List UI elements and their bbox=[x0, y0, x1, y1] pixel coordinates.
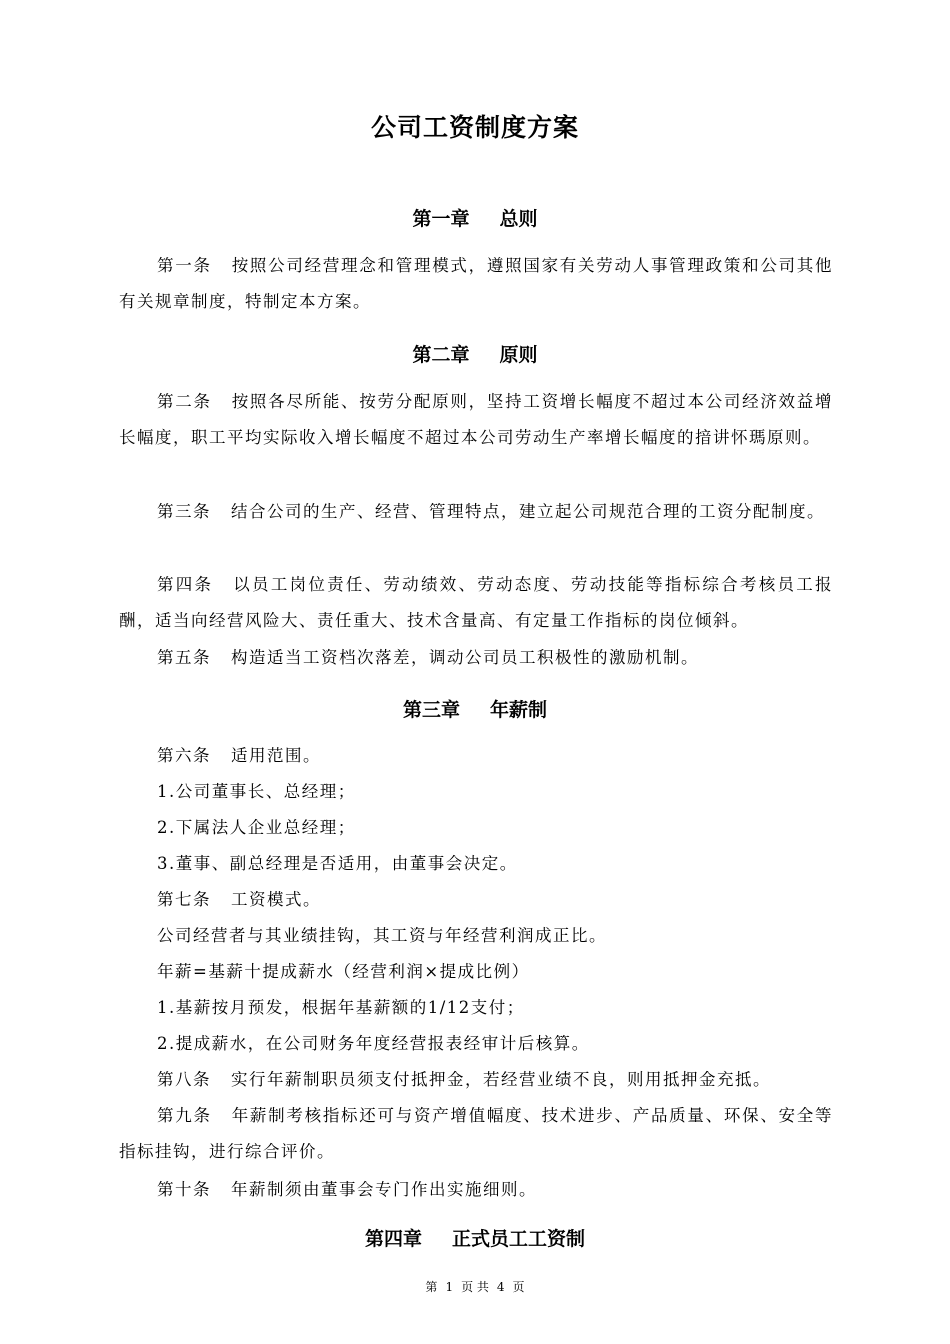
article-text: 年薪制考核指标还可与资产增值幅度、技术进步、产品质量、环保、安全等指标挂钩，进行综合评价。 bbox=[119, 1106, 834, 1161]
list-item: 1.公司董事长、总经理； bbox=[157, 782, 356, 801]
chapter-name: 原则 bbox=[499, 344, 538, 366]
chapter-heading bbox=[0, 340, 950, 367]
article-label: 第二条 bbox=[157, 392, 212, 411]
document-title: 公司工资制度方案 bbox=[370, 113, 579, 142]
chapter-heading bbox=[0, 695, 950, 722]
article-text: 按照各尽所能、按劳分配原则，坚持工资增长幅度不超过本公司经济效益增长幅度，职工平均实际收入增长幅度不超过本公司劳动生产率增长幅度的揞讲怀瑪原则。 bbox=[119, 392, 834, 447]
list-item: 公司经营者与其业绩挂钩，其工资与年经营利润成正比。 bbox=[157, 926, 607, 945]
article-text: 适用范围。 bbox=[231, 746, 321, 765]
article-paragraph bbox=[119, 384, 833, 456]
article-label: 第五条 bbox=[157, 648, 211, 667]
article-text: 构造适当工资档次落差，调动公司员工积极性的激励机制。 bbox=[231, 648, 699, 667]
article-label: 第八条 bbox=[157, 1070, 211, 1089]
footer-prefix: 第 bbox=[425, 1280, 438, 1294]
article-text: 按照公司经营理念和管理模式，遵照国家有关劳动人事管理政策和公司其他有关规章制度，特制定本方案。 bbox=[119, 256, 834, 311]
article-label: 第九条 bbox=[157, 1106, 212, 1125]
chapter-heading bbox=[0, 204, 950, 231]
formula-line: 年薪=基薪十提成薪水（经营利润×提成比例） bbox=[157, 962, 530, 981]
article-text: 以员工岗位责任、劳动绩效、劳动态度、劳动技能等指标综合考核员工报酬，适当向经营风险大、责任重大、技术含量高、有定量工作指标的岗位倾斜。 bbox=[119, 575, 834, 630]
article-label: 第四条 bbox=[157, 575, 214, 594]
article-line bbox=[157, 1172, 537, 1208]
article-text: 结合公司的生产、经营、管理特点，建立起公司规范合理的工资分配制度。 bbox=[231, 502, 825, 521]
chapter-number: 第一章 bbox=[412, 208, 470, 230]
list-item: 2.提成薪水，在公司财务年度经营报表经审计后核算。 bbox=[157, 1034, 590, 1053]
article-paragraph bbox=[119, 1098, 833, 1170]
chapter-name: 正式员工工资制 bbox=[452, 1228, 586, 1250]
article-label: 第十条 bbox=[157, 1180, 211, 1199]
page-footer bbox=[0, 1278, 950, 1295]
article-paragraph bbox=[119, 248, 833, 320]
article-label: 第一条 bbox=[157, 256, 212, 275]
footer-page-number: 1 bbox=[445, 1280, 454, 1294]
chapter-number: 第二章 bbox=[412, 344, 470, 366]
article-paragraph bbox=[119, 567, 833, 639]
article-label: 第六条 bbox=[157, 746, 211, 765]
footer-middle: 页 共 bbox=[461, 1280, 489, 1294]
article-text: 实行年薪制职员须支付抵押金，若经营业绩不良，则用抵押金充抵。 bbox=[231, 1070, 771, 1089]
chapter-name: 年薪制 bbox=[490, 699, 548, 721]
article-text: 工资模式。 bbox=[231, 890, 321, 909]
article-label: 第七条 bbox=[157, 890, 211, 909]
article-paragraph bbox=[119, 640, 833, 676]
article-paragraph bbox=[119, 494, 833, 530]
article-line bbox=[157, 1062, 771, 1098]
article-line bbox=[157, 882, 321, 918]
article-line bbox=[157, 738, 321, 774]
footer-total-pages: 4 bbox=[496, 1280, 505, 1294]
article-label: 第三条 bbox=[157, 502, 211, 521]
chapter-heading bbox=[0, 1224, 950, 1251]
chapter-number: 第三章 bbox=[402, 699, 460, 721]
chapter-name: 总则 bbox=[499, 208, 538, 230]
footer-suffix: 页 bbox=[512, 1280, 525, 1294]
list-item: 1.基薪按月预发，根据年基薪额的1/12支付； bbox=[157, 998, 525, 1017]
list-item: 3.董事、副总经理是否适用，由董事会决定。 bbox=[157, 854, 518, 873]
chapter-number: 第四章 bbox=[364, 1228, 422, 1250]
list-item: 2.下属法人企业总经理； bbox=[157, 818, 356, 837]
article-text: 年薪制须由董事会专门作出实施细则。 bbox=[231, 1180, 537, 1199]
